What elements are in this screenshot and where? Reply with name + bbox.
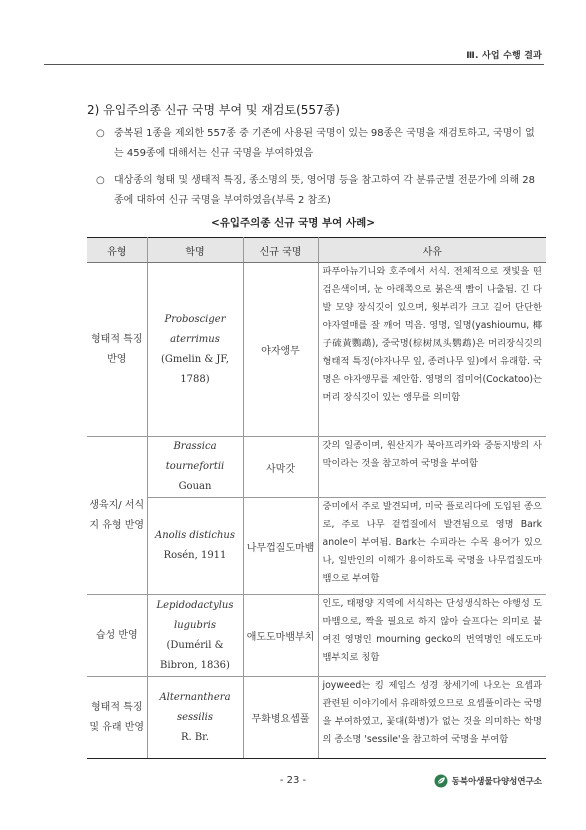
- bullet-text: 중복된 1종을 제외한 557종 중 기존에 사용된 국명이 있는 98종은 국명을 재검토하고, 국명이 없는 459종에 대해서는 신규 국명을 부여하였음: [114, 128, 535, 159]
- scientific-name-italic: Anolis distichus: [155, 530, 235, 541]
- scientific-name-author: R. Br.: [180, 731, 210, 743]
- scientific-name-author: (Gmelin & JF, 1788): [161, 353, 229, 385]
- reason-cell: 파푸아뉴기니와 호주에서 서식. 전체적으로 잿빛을 띤 검은색이며, 눈 아래쪽으로 붉은색 빰이 나출됨. 긴 다발 모양 장식깃이 있으며, 윗부리가 크고 길어 단단한 야자열매를 잘 깨어 먹음. 영명, 일명(yashioumu, 椰子硫黃鸚鵡), 중국명(棕树凤头鹦鹉)은 머리장식깃의 형태적 특징(야자나무 잎, 종려나무 잎)에서 유래함. 국명은 야자앵무를 제안함. 영명의 접미어(Cockatoo)는 머리 장식깃이 있는 앵무를 의미함: [318, 263, 546, 437]
- reason-cell: joyweed는 킹 제임스 성경 창세기에 나오는 요셉과 관련된 이야기에서 유래하였으므로 요셉풀이라는 국명을 부여하였고, 꽃대(화병)가 없는 것을 의미하는 학명의 종소명 'sessile'을 참고하여 국명을 부여함: [318, 677, 546, 759]
- scientific-name-italic: Alternanthera sessilis: [159, 691, 231, 723]
- scientific-name-italic: Lepidodactylus lugubris: [156, 599, 234, 631]
- bullet-marker: ○: [96, 175, 105, 186]
- section-title: 2) 유입주의종 신규 국명 부여 및 재검토(557종): [87, 103, 340, 117]
- table-row: [87, 437, 546, 498]
- scientific-name-cell: [147, 498, 243, 595]
- scientific-name-cell: [147, 437, 243, 498]
- table-row: [87, 498, 546, 595]
- leaf-logo-icon: [434, 774, 448, 788]
- korean-name-cell: 야자앵무: [243, 263, 318, 437]
- header-divider: [44, 64, 544, 65]
- column-header-reason: 사유: [318, 238, 546, 263]
- scientific-name-italic: Brassica tournefortii: [165, 441, 225, 472]
- table-row: [87, 595, 546, 677]
- table-row: [87, 263, 546, 437]
- scientific-name-author: Rosén, 1911: [163, 550, 227, 561]
- scientific-name-italic: Probosciger aterrimus: [164, 313, 226, 345]
- korean-name-cell: 무화병요셉풀: [243, 677, 318, 759]
- scientific-name-author: Gouan: [178, 481, 212, 492]
- bullet-item: [96, 171, 543, 211]
- scientific-name-cell: [147, 595, 243, 677]
- reason-cell: 갓의 일종이며, 원산지가 북아프리카와 중동지방의 사막이라는 것을 참고하여 국명을 부여함: [318, 437, 546, 498]
- table-caption: <유입주의종 신규 국명 부여 사례>: [210, 217, 376, 229]
- column-header-scientific-name: 학명: [147, 238, 243, 263]
- table-row: [87, 677, 546, 759]
- korean-name-cell: 나무껍질도마뱀: [243, 498, 318, 595]
- reason-cell: 중미에서 주로 발견되며, 미국 플로리다에 도입된 종으로, 주로 나무 겉껍질에서 발견됨으로 영명 Bark anole이 부여됨. Bark는 수피라는 수목 용어가 있으나, 일반인의 이해가 용이하도록 국명을 나무껍질도마뱀으로 부여함: [318, 498, 546, 595]
- korean-name-cell: 애도도마뱀부치: [243, 595, 318, 677]
- table-header-row: [87, 238, 546, 263]
- scientific-name-author: (Duméril & Bibron, 1836): [160, 639, 230, 671]
- reason-cell: 인도, 태평양 지역에 서식하는 단성생식하는 야행성 도마뱀으로, 짝을 필요로 하지 않아 슬프다는 의미로 붙여진 영명인 mourning gecko의 번역명인 애도도마뱀부치로 칭함: [318, 595, 546, 677]
- type-cell: 생육지/ 서식지 유형 반영: [87, 437, 147, 595]
- bullet-item: [96, 124, 543, 164]
- page-number: - 23 -: [279, 775, 307, 786]
- organization-name: 동북아생물다양성연구소: [451, 777, 542, 787]
- organization-logo: [434, 774, 542, 788]
- chapter-header: Ⅲ. 사업 수행 결과: [466, 51, 542, 61]
- naming-examples-table: [87, 237, 546, 759]
- column-header-type: 유형: [87, 238, 147, 263]
- scientific-name-cell: [147, 677, 243, 759]
- bullet-marker: ○: [96, 128, 105, 139]
- scientific-name-cell: [147, 263, 243, 437]
- column-header-korean-name: 신규 국명: [243, 238, 318, 263]
- korean-name-cell: 사막갓: [243, 437, 318, 498]
- type-cell: 형태적 특징 반영: [87, 263, 147, 437]
- type-cell: 습성 반영: [87, 595, 147, 677]
- bullet-text: 대상종의 형태 및 생태적 특징, 종소명의 뜻, 영어명 등을 참고하여 각 분류군별 전문가에 의해 28종에 대하여 신규 국명을 부여하였음(부록 2 참조): [114, 175, 536, 206]
- type-cell: 형태적 특징 및 유래 반영: [87, 677, 147, 759]
